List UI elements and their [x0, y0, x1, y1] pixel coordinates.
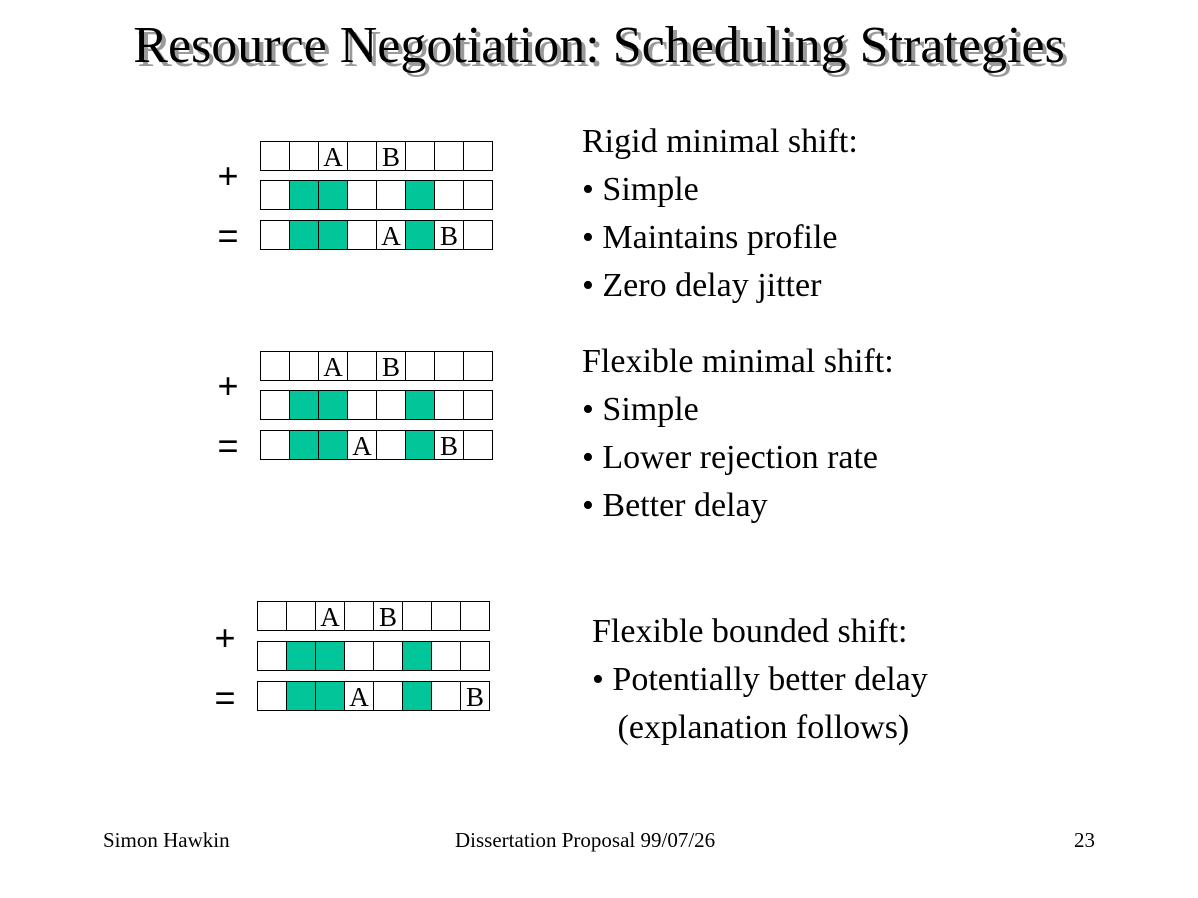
slot-cell-empty — [260, 180, 290, 210]
strategy-heading: Flexible bounded shift: — [592, 613, 908, 650]
slot-cell-reserved — [318, 390, 348, 420]
slot-cell-empty — [347, 390, 377, 420]
slot-cell-b: B — [460, 681, 490, 711]
slot-cell-empty — [434, 180, 464, 210]
slot-cell-reserved — [289, 220, 319, 250]
slot-cell-empty — [376, 390, 406, 420]
slot-cell-empty — [460, 641, 490, 671]
slot-cell-reserved — [289, 430, 319, 460]
slot-cell-reserved — [289, 390, 319, 420]
footer-page-number: 23 — [1074, 828, 1095, 852]
slot-cell-reserved — [405, 430, 435, 460]
bullet-item: (explanation follows) — [592, 709, 910, 746]
slot-cell-empty — [373, 641, 403, 671]
bullet-item: • Lower rejection rate — [582, 439, 879, 476]
equals-sign: = — [214, 677, 236, 718]
slot-cell-b: B — [376, 141, 406, 171]
slot-cell-reserved — [286, 641, 316, 671]
slot-cell-empty — [405, 141, 435, 171]
slot-row-result — [257, 681, 490, 711]
slot-cell-empty — [434, 141, 464, 171]
bullet-item: • Zero delay jitter — [582, 267, 822, 304]
slot-row-result — [260, 220, 493, 250]
slot-cell-reserved — [289, 180, 319, 210]
strategy-heading: Flexible minimal shift: — [582, 343, 894, 380]
slot-cell-b: B — [434, 220, 464, 250]
slot-cell-empty — [463, 351, 493, 381]
slot-cell-reserved — [318, 180, 348, 210]
slot-cell-empty — [260, 390, 290, 420]
slot-cell-empty — [289, 351, 319, 381]
slot-cell-empty — [260, 430, 290, 460]
slot-cell-empty — [257, 641, 287, 671]
slot-cell-a: A — [318, 351, 348, 381]
slot-cell-empty — [434, 351, 464, 381]
slot-cell-empty — [260, 351, 290, 381]
slot-cell-empty — [463, 430, 493, 460]
strategy-text — [582, 338, 894, 530]
footer-author: Simon Hawkin — [103, 828, 230, 852]
slot-cell-empty — [463, 220, 493, 250]
bullet-item: • Simple — [582, 171, 699, 208]
footer-title-date: Dissertation Proposal 99/07/26 — [455, 828, 716, 852]
slot-cell-b: B — [376, 351, 406, 381]
slot-cell-reserved — [402, 641, 432, 671]
strategy-text — [582, 118, 858, 310]
slot-row-request — [260, 351, 493, 381]
slot-cell-empty — [286, 601, 316, 631]
slot-cell-empty — [344, 641, 374, 671]
slot-row-existing — [260, 390, 493, 420]
slot-cell-a: A — [315, 601, 345, 631]
slot-cell-empty — [257, 601, 287, 631]
slot-cell-reserved — [286, 681, 316, 711]
slot-row-existing — [260, 180, 493, 210]
slot-cell-reserved — [405, 180, 435, 210]
strategy-heading: Rigid minimal shift: — [582, 123, 858, 160]
slot-row-request — [257, 601, 490, 631]
slot-cell-reserved — [318, 430, 348, 460]
slot-cell-empty — [463, 180, 493, 210]
bullet-item: • Better delay — [582, 487, 768, 524]
slot-cell-reserved — [315, 641, 345, 671]
slot-cell-reserved — [315, 681, 345, 711]
slot-cell-empty — [434, 390, 464, 420]
slot-cell-reserved — [402, 681, 432, 711]
equals-sign: = — [217, 215, 239, 256]
slot-cell-a: A — [376, 220, 406, 250]
slot-cell-empty — [373, 681, 403, 711]
plus-sign: + — [217, 365, 239, 406]
slot-cell-empty — [402, 601, 432, 631]
slot-cell-empty — [463, 141, 493, 171]
slot-cell-empty — [347, 220, 377, 250]
bullet-item: • Potentially better delay — [592, 661, 928, 698]
slot-row-result — [260, 430, 493, 460]
slide-title: Resource Negotiation: Scheduling Strategies — [133, 17, 1065, 74]
slot-cell-empty — [344, 601, 374, 631]
slot-cell-empty — [347, 351, 377, 381]
slot-cell-empty — [431, 641, 461, 671]
slot-cell-reserved — [405, 220, 435, 250]
slot-cell-empty — [463, 390, 493, 420]
slot-row-existing — [257, 641, 490, 671]
plus-sign: + — [214, 617, 236, 658]
slot-cell-a: A — [344, 681, 374, 711]
bullet-item: • Simple — [582, 391, 699, 428]
slot-cell-empty — [257, 681, 287, 711]
slot-cell-empty — [260, 141, 290, 171]
slot-cell-empty — [431, 681, 461, 711]
slot-cell-empty — [431, 601, 461, 631]
slot-cell-empty — [376, 430, 406, 460]
slot-row-request — [260, 141, 493, 171]
slot-cell-empty — [405, 351, 435, 381]
slot-cell-a: A — [318, 141, 348, 171]
slot-cell-b: B — [373, 601, 403, 631]
plus-sign: + — [217, 155, 239, 196]
equals-sign: = — [217, 425, 239, 466]
slot-cell-empty — [289, 141, 319, 171]
slot-cell-a: A — [347, 430, 377, 460]
slot-cell-empty — [347, 180, 377, 210]
strategy-text — [592, 608, 928, 752]
bullet-item: • Maintains profile — [582, 219, 838, 256]
slot-cell-b: B — [434, 430, 464, 460]
slot-cell-empty — [376, 180, 406, 210]
slot-cell-empty — [260, 220, 290, 250]
slot-cell-reserved — [318, 220, 348, 250]
slot-cell-reserved — [405, 390, 435, 420]
slot-cell-empty — [460, 601, 490, 631]
slot-cell-empty — [347, 141, 377, 171]
